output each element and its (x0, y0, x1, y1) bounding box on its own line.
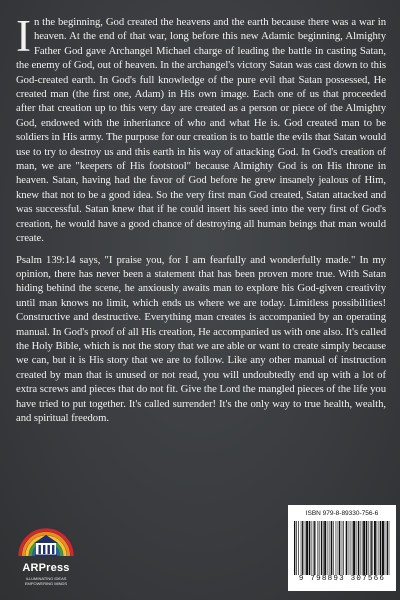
publisher-emblem-icon (14, 498, 78, 562)
barcode-bar (363, 521, 365, 575)
barcode-bar (380, 521, 381, 575)
blurb-paragraph-1-text: n the beginning, God created the heavens and the earth because there was a war in heaven. At the end of that war, long before this new Adamic beginning, Almighty Father God gave Archangel Michael charge of leading the battle in casting Satan, the enemy of God, out of heaven. In the archangel's victory Satan was cast down to this God-created earth. In God's full knowledge of the pure evil that Satan possessed, He created man (the first one, Adam) in His own image. Each one of us that proceeded after that creation up to this very day are created as a person or piece of the Almighty God, endowed with the inheritance of who and what He is. God created man to be soldiers in His army. The purpose for our creation is to battle the evils that Satan would use to try to destroy us and this earth in his way of attacking God. In God's creation of man, we are "keepers of His footstool" because Almighty God is on His throne in heaven. Satan, having had the favor of God before he grew insanely jealous of Him, knew that not to be a good idea. So the very first man God created, Satan attacked and was successful. Satan knew that if he could insert his seed into the very first of God's creation, he would have a good chance of destroying all human beings that man would create. (16, 16, 386, 245)
barcode-bar (379, 521, 380, 575)
barcode-bar (324, 521, 326, 575)
barcode-bar (294, 521, 295, 575)
barcode-bar (387, 521, 388, 575)
barcode-bar (306, 521, 308, 575)
barcode-bar (328, 521, 329, 575)
blurb-paragraph-1 (16, 11, 386, 246)
publisher-tagline: ILLUMINATING IDEAS EMPOWERING MINDS (24, 576, 68, 586)
barcode-bar (362, 521, 363, 575)
barcode-bar (353, 521, 355, 575)
barcode-bar (302, 521, 303, 575)
publisher-name: ARPress (22, 562, 70, 574)
barcode-bar (346, 521, 347, 575)
barcode-bar (348, 521, 349, 575)
barcode-bar (385, 521, 386, 575)
barcode-bar (360, 521, 361, 575)
barcode-bar (305, 521, 306, 575)
barcode-bar (382, 521, 384, 575)
barcode-bar (330, 521, 331, 575)
barcode-bar (356, 521, 357, 575)
barcode-bar (339, 521, 340, 575)
barcode-bar (342, 521, 343, 575)
barcode-bar (368, 521, 369, 575)
blurb-paragraph-2: Psalm 139:14 says, "I praise you, for I am fearfully and wonderfully made." In my opinion, there has never been a statement that has been proven more true. With Satan hiding behind the scene, he anxiously awaits man to explore his God-given creativity until man knows no limit, which ends us where we are today. Limitless possibilities! Constructive and destructive. Everything man creates is accompanied by an operating manual. In God's proof of all His creation, He accompanied us with one also. It's called the Holy Bible, which is not the story that we are able or want to create simply because we can, but it is His story that we are to follow. Like any other manual of instruction created by man that is unused or not read, you will undoubtedly end up with a lot of extra screws and pieces that do not fit. Give the Lord the mangled pieces of the life you have tried to put together. It's called surrender! It's the only way to true health, wealth, and spiritual freedom. (16, 253, 386, 424)
barcode-number: 9 798893 307566 (298, 575, 386, 583)
barcode-bar (338, 521, 339, 575)
barcode-bar (377, 521, 378, 575)
drop-cap: I (16, 11, 31, 61)
barcode-bar (323, 521, 324, 575)
barcode-bar (313, 521, 314, 575)
barcode-bar (371, 521, 372, 575)
back-cover-blurb (16, 11, 386, 425)
barcode-bar (319, 521, 320, 575)
barcode-bar (370, 521, 371, 575)
barcode-bar (366, 521, 367, 575)
barcode-bars-icon (294, 521, 390, 575)
barcode-bar (336, 521, 337, 575)
barcode-bar (331, 521, 332, 575)
isbn-label: ISBN 979-8-89330-756-6 (305, 510, 379, 517)
barcode-bar (296, 521, 297, 575)
barcode-bar (350, 521, 351, 575)
barcode-bar (298, 521, 299, 575)
barcode-bar (333, 521, 334, 575)
barcode-bar (309, 521, 310, 575)
publisher-logo (14, 498, 78, 590)
barcode-bar (301, 521, 302, 575)
barcode-bar (314, 521, 315, 575)
barcode-bar (321, 521, 322, 575)
barcode-bar (374, 521, 376, 575)
barcode-bar (318, 521, 319, 575)
isbn-barcode (288, 505, 396, 591)
barcode-bar (389, 521, 390, 575)
barcode-bar (311, 521, 312, 575)
barcode-bar (352, 521, 353, 575)
barcode-bar (358, 521, 359, 575)
barcode-bar (343, 521, 344, 575)
